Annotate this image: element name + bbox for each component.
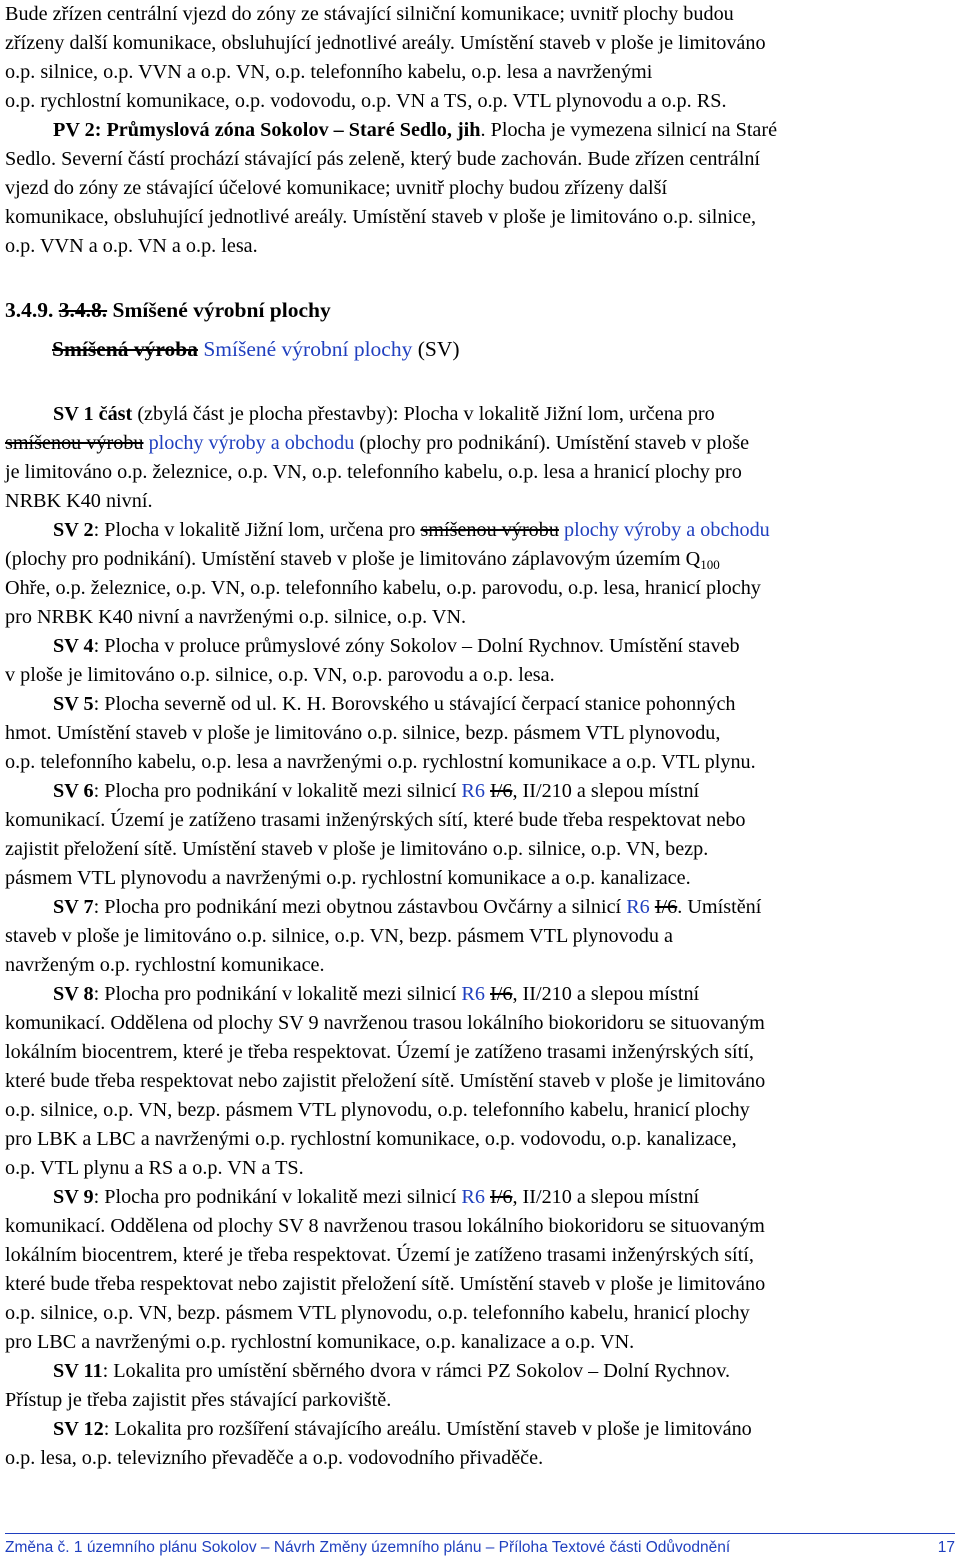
intro-paragraph xyxy=(0,0,960,116)
sv9-paragraph: SV 9: Plocha pro podnikání v lokalitě mezi silnicí R6 I/6, II/210 a slepou místní komunikací. Oddělena od plochy SV 8 navrženou trasou lokálního biokoridoru se situovaným lokálním biocentrem, které je třeba respektovat. Území je zatíženo trasami inženýrských sítí, které bude třeba respektovat nebo zajistit přeložení sítě. Umístění staveb v ploše je limitováno o.p. silnice, o.p. VN, bezp. pásmem VTL plynovodu, o.p. telefonního kabelu, hranicí plochy pro LBC a navrženými o.p. rychlostní komunikace, o.p. kanalizace a o.p. VN. xyxy=(5,1186,766,1353)
text-line: o.p. silnice, o.p. VVN a o.p. VN, o.p. telefonního kabelu, o.p. lesa a navrženými xyxy=(5,61,653,83)
sv7-paragraph: SV 7: Plocha pro podnikání mezi obytnou zástavbou Ovčárny a silnicí R6 I/6. Umístění staveb v ploše je limitováno o.p. silnice, o.p. VN, bezp. pásmem VTL plynovodu a navrženým o.p. rychlostní komunikace. xyxy=(5,896,762,976)
subheading-old: Smíšená výroba xyxy=(52,337,198,361)
sv11-paragraph: SV 11: Lokalita pro umístění sběrného dvora v rámci PZ Sokolov – Dolní Rychnov. Přístup je třeba zajistit přes stávající parkoviště. xyxy=(5,1360,731,1411)
text-line: Bude zřízen centrální vjezd do zóny ze stávající silniční komunikace; uvnitř plochy budou xyxy=(5,3,734,25)
sv12-paragraph: SV 12: Lokalita pro rozšíření stávajícího areálu. Umístění staveb v ploše je limitováno o.p. lesa, o.p. televizního převaděče a o.p. vodovodního přivaděče. xyxy=(5,1418,752,1469)
text-line: o.p. rychlostní komunikace, o.p. vodovodu, o.p. VN a TS, o.p. VTL plynovodu a o.p. RS. xyxy=(5,90,727,112)
pv2-name: Průmyslová zóna Sokolov – Staré Sedlo, jih xyxy=(106,119,481,141)
section-subheading xyxy=(0,335,960,364)
text-line: zřízeny další komunikace, obsluhující jednotlivé areály. Umístění staveb v ploše je limitováno xyxy=(5,32,766,54)
sv8-paragraph: SV 8: Plocha pro podnikání v lokalitě mezi silnicí R6 I/6, II/210 a slepou místní komunikací. Oddělena od plochy SV 9 navrženou trasou lokálního biokoridoru se situovaným lokálním biocentrem, které je třeba respektovat. Území je zatíženo trasami inženýrských sítí, které bude třeba respektovat nebo zajistit přeložení sítě. Umístění staveb v ploše je limitováno o.p. silnice, o.p. VN, bezp. pásmem VTL plynovodu, o.p. telefonního kabelu, hranicí plochy pro LBK a LBC a navrženými o.p. rychlostní komunikace, o.p. vodovodu, o.p. kanalizace, o.p. VTL plynu a RS a o.p. VN a TS. xyxy=(5,983,766,1179)
section-old-number: 3.4.8. xyxy=(58,298,108,322)
section-number: 3.4.9. xyxy=(5,298,54,322)
page-footer xyxy=(5,1533,955,1559)
section-heading xyxy=(0,296,960,325)
sv2-paragraph: SV 2: Plocha v lokalitě Jižní lom, určena pro smíšenou výrobu plochy výroby a obchodu (plochy pro podnikání). Umístění staveb v ploše je limitováno záplavovým územím $Q_{100}$ Ohře, o.p. železnice, o.p. VN, o.p. telefonního kabelu, o.p. parovodu, o.p. lesa, hranicí plochy pro NRBK K40 nivní a navrženými o.p. silnice, o.p. VN. xyxy=(5,519,770,628)
section-title: Smíšené výrobní plochy xyxy=(112,298,331,322)
page-number: 17 xyxy=(937,1539,955,1556)
sv5-paragraph: SV 5: Plocha severně od ul. K. H. Borovského u stávající čerpací stanice pohonných hmot. Umístění staveb v ploše je limitováno o.p. silnice, bezp. pásmem VTL plynovodu, o.p. telefonního kabelu, o.p. lesa a navrženými o.p. rychlostní komunikace a o.p. VTL plynu. xyxy=(5,693,756,773)
pv2-code: PV 2 xyxy=(53,119,95,141)
sv1-paragraph: SV 1 část (zbylá část je plocha přestavby): Plocha v lokalitě Jižní lom, určena pro smíšenou výrobu plochy výroby a obchodu (plochy pro podnikání). Umístění staveb v ploše je limitováno o.p. železnice, o.p. VN, o.p. telefonního kabelu, o.p. lesa a hranicí plochy pro NRBK K40 nivní. xyxy=(5,403,750,512)
subheading-new: Smíšené výrobní plochy xyxy=(203,337,413,361)
pv2-paragraph: PV 2: Průmyslová zóna Sokolov – Staré Sedlo, jih. Plocha je vymezena silnicí na Staré Sedlo. Severní částí prochází stávající pás zeleně, který bude zachován. Bude zřízen centrální vjezd do zóny ze stávající účelové komunikace; uvnitř plochy budou zřízeny další komunikace, obsluhující jednotlivé areály. Umístění staveb v ploše je limitováno o.p. silnice, o.p. VVN a o.p. VN a o.p. lesa. xyxy=(5,119,778,257)
sv4-paragraph: SV 4: Plocha v proluce průmyslové zóny Sokolov – Dolní Rychnov. Umístění staveb v ploše je limitováno o.p. silnice, o.p. VN, o.p. parovodu a o.p. lesa. xyxy=(5,635,740,686)
sv6-paragraph: SV 6: Plocha pro podnikání v lokalitě mezi silnicí R6 I/6, II/210 a slepou místní komunikací. Území je zatíženo trasami inženýrských sítí, které bude třeba respektovat nebo zajistit přeložení sítě. Umístění staveb v ploše je limitováno o.p. silnice, o.p. VN, bezp. pásmem VTL plynovodu a navrženými o.p. rychlostní komunikace a o.p. kanalizace. xyxy=(5,780,746,889)
footer-text: Změna č. 1 územního plánu Sokolov – Návrh Změny územního plánu – Příloha Textové části Odůvodnění xyxy=(5,1539,731,1556)
subheading-code: (SV) xyxy=(417,337,460,361)
